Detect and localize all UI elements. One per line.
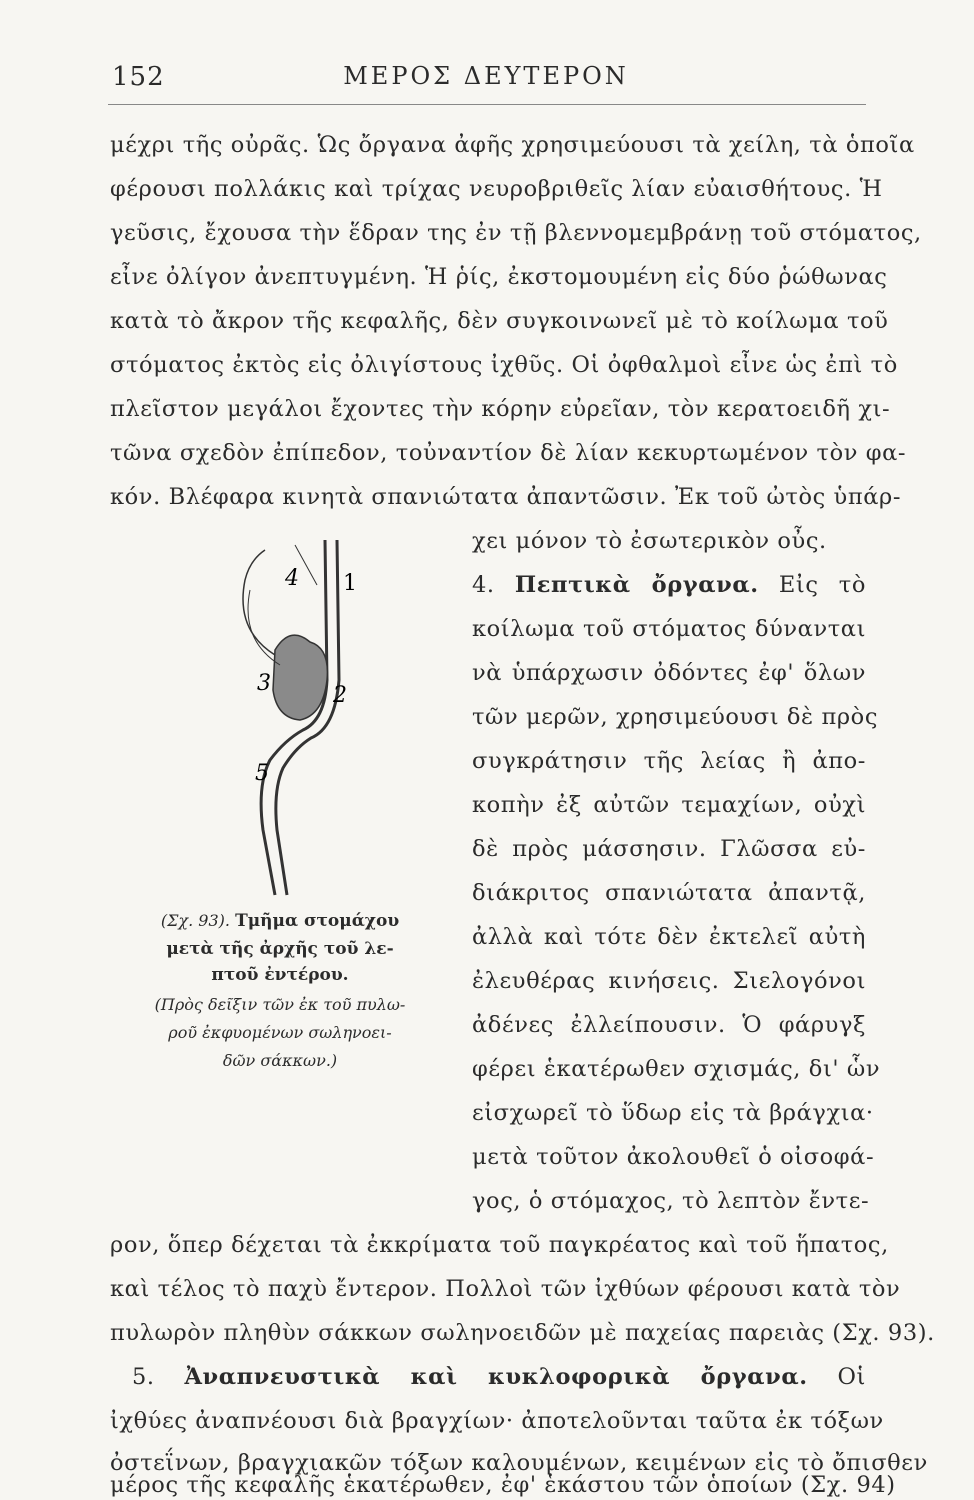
section-5-first-line (110, 1362, 866, 1392)
section-number: 5. (132, 1364, 155, 1390)
text-line: μέρος τῆς κεφαλῆς ἑκατέρωθεν, ἐφ' ἑκάστου τῶν ὁποίων (Σχ. 94) (110, 1472, 896, 1498)
text-line: γεῦσις, ἔχουσα τὴν ἕδραν της ἐν τῇ βλεννομεμβράνῃ τοῦ στόματος, (110, 220, 922, 246)
text-line: κόν. Βλέφαρα κινητὰ σπανιώτατα ἀπαντῶσιν. Ἐκ τοῦ ὠτὸς ὑπάρ- (110, 484, 902, 510)
page-title: ΜΕΡΟΣ ΔΕΥΤΕΡΟΝ (343, 62, 629, 90)
text-line: κοίλωμα τοῦ στόματος δύνανται (472, 616, 866, 642)
text-line: νὰ ὑπάρχωσιν ὀδόντες ἐφ' ὅλων (472, 660, 866, 686)
text-line: εἰσχωρεῖ τὸ ὕδωρ εἰς τὰ βράγχια· (472, 1100, 874, 1126)
section-4-first-line (472, 570, 866, 600)
caption-title: μετὰ τῆς ἀρχῆς τοῦ λε- (166, 939, 394, 959)
text-line: ὀστεΐνων, βραγχιακῶν τόξων καλουμένων, κειμένων εἰς τὸ ὄπισθεν (110, 1450, 928, 1476)
caption-title: Τμῆμα στομάχου (235, 911, 400, 931)
text-line: μέχρι τῆς οὐρᾶς. Ὡς ὄργανα ἀφῆς χρησιμεύουσι τὰ χείλη, τὰ ὁποῖα (110, 132, 915, 158)
section-number: 4. (472, 572, 495, 598)
section-heading: Πεπτικὰ ὄργανα. (514, 572, 759, 598)
text-line: διάκριτος σπανιώτατα ἀπαντᾷ, (472, 880, 866, 906)
text-line: ἐλευθέρας κινήσεις. Σιελογόνοι (472, 968, 866, 994)
text-line: πλεῖστον μεγάλοι ἔχοντες τὴν κόρην εὐρεῖαν, τὸν κερατοειδῆ χι- (110, 396, 891, 422)
text-line: ἰχθύες ἀναπνέουσι διὰ βραγχίων· ἀποτελοῦνται ταῦτα ἐκ τόξων (110, 1408, 884, 1434)
stomach-figure (215, 530, 375, 900)
text-line: ἀδένες ἐλλείπουσιν. Ὁ φάρυγξ (472, 1012, 866, 1038)
text-line: συγκράτησιν τῆς λείας ἢ ἀπο- (472, 748, 866, 774)
section-first-text: Οἱ (837, 1364, 866, 1390)
text-line: ἀλλὰ καὶ τότε δὲν ἐκτελεῖ αὐτὴ (472, 924, 866, 950)
text-line: φέρουσι πολλάκις καὶ τρίχας νευροβριθεῖς λίαν εὐαισθήτους. Ἡ (110, 176, 883, 202)
text-line: δὲ πρὸς μάσσησιν. Γλῶσσα εὐ- (472, 836, 866, 862)
section-first-text: Εἰς τὸ (778, 572, 866, 598)
page-number: 152 (112, 62, 165, 92)
text-line: γος, ὁ στόμαχος, τὸ λεπτὸν ἔντε- (472, 1188, 870, 1214)
header-rule (108, 104, 866, 105)
caption-ref: (Σχ. 93). (160, 911, 230, 930)
figure-label: 1 (343, 571, 357, 596)
text-line: ρον, ὅπερ δέχεται τὰ ἐκκρίματα τοῦ παγκρέατος καὶ τοῦ ἥπατος, (110, 1232, 889, 1258)
figure-label: 3 (257, 671, 271, 696)
text-line: καὶ τέλος τὸ παχὺ ἔντερον. Πολλοὶ τῶν ἰχθύων φέρουσι κατὰ τὸν (110, 1276, 901, 1302)
caption-title: πτοῦ ἐντέρου. (211, 965, 349, 985)
text-line: χει μόνον τὸ ἐσωτερικὸν οὖς. (472, 528, 827, 554)
figure-label: 2 (333, 683, 347, 708)
running-header (108, 62, 864, 102)
caption-note: ροῦ ἐκφυομένων σωληνοει- (168, 1023, 392, 1042)
caption-note: δῶν σάκκων.) (222, 1051, 338, 1070)
caption-note: (Πρὸς δεῖξιν τῶν ἐκ τοῦ πυλω- (154, 995, 406, 1014)
text-line: μετὰ τοῦτον ἀκολουθεῖ ὁ οἰσοφά- (472, 1144, 875, 1170)
text-line: τῶν μερῶν, χρησιμεύουσι δὲ πρὸς (472, 704, 879, 730)
text-line: τῶνα σχεδὸν ἐπίπεδον, τοὐναντίον δὲ λίαν κεκυρτωμένον τὸν φα- (110, 440, 907, 466)
text-line: φέρει ἑκατέρωθεν σχισμάς, δι' ὧν (472, 1056, 881, 1082)
section-heading: Ἀναπνευστικὰ καὶ κυκλοφορικὰ ὄργανα. (184, 1364, 808, 1390)
text-line: κοπὴν ἐξ αὐτῶν τεμαχίων, οὐχὶ (472, 792, 866, 818)
text-line: κατὰ τὸ ἄκρον τῆς κεφαλῆς, δὲν συγκοινωνεῖ μὲ τὸ κοίλωμα τοῦ (110, 308, 889, 334)
figure-caption-line (100, 908, 460, 934)
text-line: πυλωρὸν πληθὺν σάκκων σωληνοειδῶν μὲ παχείας παρειὰς (Σχ. 93). (110, 1320, 935, 1346)
text-line: εἶνε ὀλίγον ἀνεπτυγμένη. Ἡ ῥίς, ἐκστομουμένη εἰς δύο ῥώθωνας (110, 264, 888, 290)
text-line: στόματος ἐκτὸς εἰς ὀλιγίστους ἰχθῦς. Οἱ ὀφθαλμοὶ εἶνε ὡς ἐπὶ τὸ (110, 352, 898, 378)
figure-label: 4 (285, 566, 299, 591)
figure-label: 5 (255, 761, 269, 786)
